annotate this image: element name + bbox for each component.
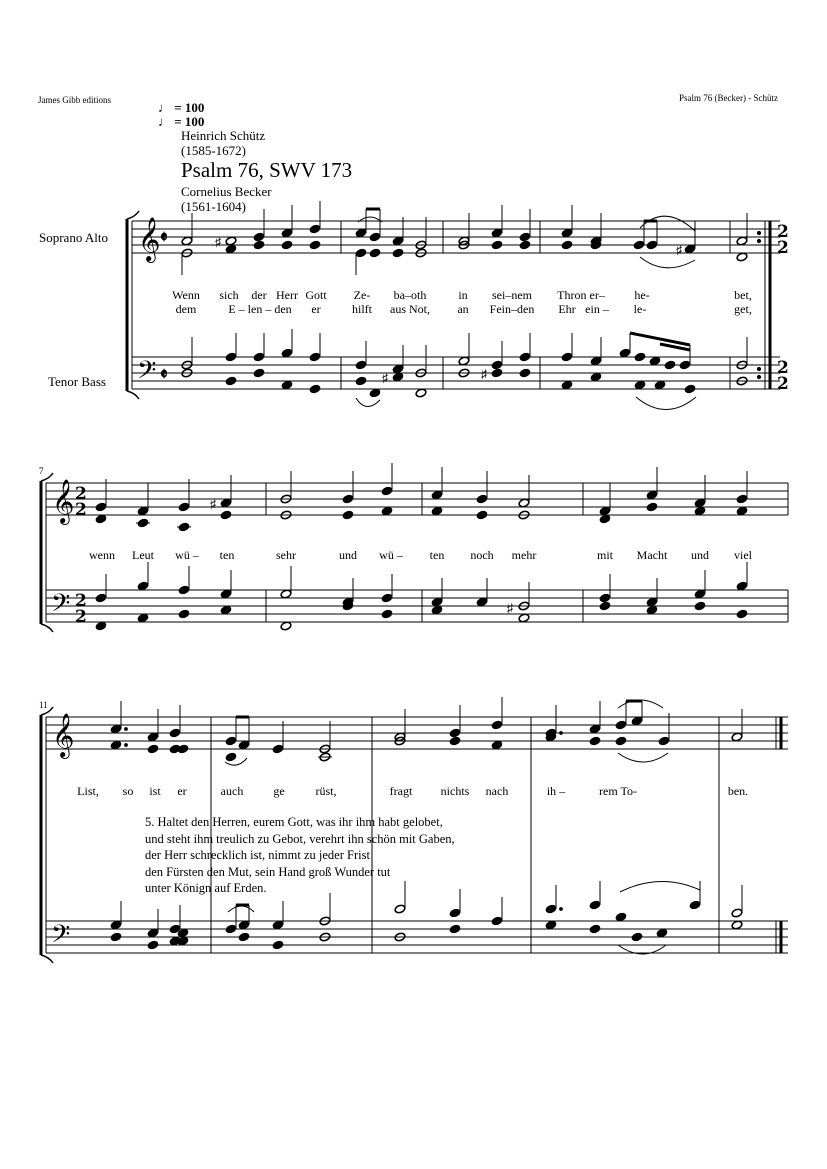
lyric-syllable: he- [634,288,650,302]
verse-5-text [145,814,455,897]
lyric-syllable: er [177,784,187,798]
measure-number-7: 7 [39,466,44,476]
lyric-syllable: nichts [440,784,470,798]
lyric-syllable: bet, [734,288,752,302]
edition-label: James Gibb editions [38,95,111,105]
composer-name: Heinrich Schütz [181,128,266,143]
lyric-syllable: wü – [379,548,403,562]
verse-line: unter Könign auf Erden. [145,881,267,895]
measure-number-11: 11 [39,700,48,710]
lyric-syllable: E – len – den [228,302,292,316]
lyric-syllable: Ehr [558,302,576,316]
lyric-syllable: sehr [276,548,296,562]
lyric-syllable: an [457,302,469,316]
lyric-syllable: und [339,548,357,562]
lyric-syllable: Leut [132,548,154,562]
lyric-syllable: er [311,302,321,316]
lyric-syllable: Thron er– [557,288,605,302]
verse-line: und steht ihm treulich zu Gebot, verehrt ihn schön mit Gaben, [145,831,455,846]
lyric-syllable: sich [219,288,239,302]
tempo-mark-2: ♩ = 100 [158,114,205,129]
lyric-syllable: rüst, [315,784,337,798]
lyric-syllable: ten [429,548,445,562]
verse-line: den Fürsten den Mut, sein Hand groß Wunder tut [145,864,391,879]
lyric-syllable: ten [219,548,235,562]
svg-text:2: 2 [75,484,87,504]
lyric-syllable: so [122,784,134,798]
svg-text:2: 2 [75,591,87,611]
lyric-syllable: ist [149,784,161,798]
composer-dates: (1585-1672) [181,143,246,158]
system-1 [127,211,780,399]
lyric-syllable: get, [734,302,752,316]
lyric-syllable: le- [633,302,647,316]
lyric-syllable: ge [273,784,285,798]
lyric-syllable: mit [596,548,614,562]
svg-text:♯: ♯ [481,367,487,381]
lyricist-dates: (1561-1604) [181,199,246,214]
svg-text:𝄞: 𝄞 [52,713,75,757]
lyric-syllable: viel [734,548,752,562]
lyric-syllable: Macht [636,548,668,562]
svg-text:♯: ♯ [210,497,216,511]
lyric-syllable: und [691,548,709,562]
verse-line: der Herr schrecklich ist, nimmt zu jeder Frist [145,848,370,862]
svg-text:𝄢: 𝄢 [137,356,157,391]
staff-name-tenor-bass: Tenor Bass [48,374,106,389]
lyric-syllable: der [251,288,267,302]
lyric-syllable: ben. [727,784,749,798]
lyric-syllable: aus Not, [390,302,430,316]
svg-text:♯: ♯ [215,235,221,249]
running-title: Psalm 76 (Becker) - Schütz [679,93,778,103]
lyric-syllable: ein – [585,302,609,316]
svg-text:♯: ♯ [382,371,388,385]
svg-text:𝄵: 𝄵 [160,365,168,385]
lyric-syllable: wenn [89,548,115,562]
svg-text:♯: ♯ [507,601,513,615]
svg-text:2: 2 [777,358,789,378]
lyric-syllable: ba–oth [393,288,427,302]
lyricist-name: Cornelius Becker [181,184,272,199]
svg-text:2: 2 [75,500,87,520]
svg-text:♯: ♯ [676,243,682,257]
lyric-syllable: ih – [546,784,566,798]
svg-text:2: 2 [777,374,789,394]
lyric-syllable: nach [485,784,509,798]
svg-text:𝄞: 𝄞 [138,217,161,261]
lyric-syllable: Gott [305,288,327,302]
page-title: Psalm 76, SWV 173 [181,158,353,182]
svg-text:2: 2 [777,222,789,242]
lyric-syllable: hilft [352,302,372,316]
lyric-syllable: noch [470,548,494,562]
svg-text:𝄞: 𝄞 [52,479,75,523]
lyric-syllable: List, [77,784,99,798]
lyric-syllable: Fein–den [489,302,535,316]
tempo-mark-1: ♩ = 100 [158,100,205,115]
svg-text:2: 2 [777,238,789,258]
lyric-syllable: Ze- [353,288,371,302]
svg-text:𝄢: 𝄢 [51,920,71,955]
lyric-syllable: Wenn [172,288,200,302]
staff-name-soprano-alto: Soprano Alto [39,230,108,245]
lyric-syllable: rem To- [599,784,637,798]
lyric-syllable: Herr [276,288,298,302]
verse-line: 5. Haltet den Herren, eurem Gott, was ihr ihm habt gelobet, [145,815,443,829]
svg-text:𝄵: 𝄵 [160,228,168,248]
lyric-syllable: fragt [389,784,413,798]
lyric-syllable: in [458,288,468,302]
svg-text:𝄢: 𝄢 [51,589,71,624]
lyric-syllable: sei–nem [492,288,532,302]
lyric-syllable: mehr [511,548,537,562]
lyric-syllable: wü – [175,548,199,562]
svg-text:2: 2 [75,607,87,627]
lyric-syllable: auch [220,784,244,798]
lyric-syllable: dem [175,302,197,316]
